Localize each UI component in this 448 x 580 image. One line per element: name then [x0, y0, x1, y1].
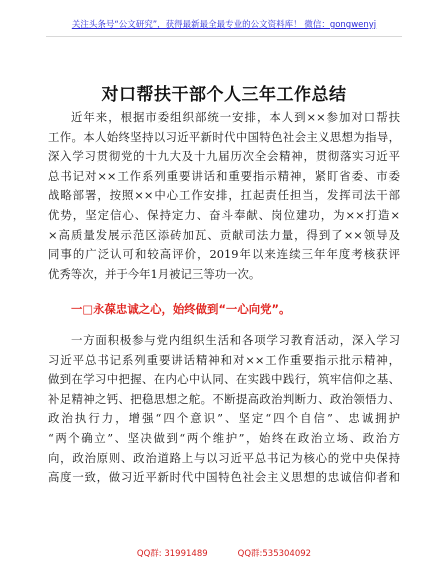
paragraph-line: 工作。本人始终坚持以习近平新时代中国特色社会主义思想为指导，	[48, 129, 400, 144]
section-paragraph	[48, 331, 400, 488]
paragraph-line: 战略部署，按照××中心工作安排，扛起责任担当，发挥司法干部	[48, 188, 400, 203]
paragraph-line: 总书记对××工作系列重要讲话和重要指示精神，紧盯省委、市委	[48, 168, 400, 183]
footer-qq-group-2: QQ群:535304092	[237, 549, 312, 559]
paragraph-line: 近年来，根据市委组织部统一安排，本人到××参加对口帮扶	[71, 110, 400, 124]
paragraph-line: 向，政治原则、政治道路上与以习近平总书记为核心的党中央保持	[48, 450, 400, 465]
paragraph-line: 一方面积极参与党内组织生活和各项学习教育活动，深入学习	[71, 333, 400, 347]
paragraph-line: 高度一致，做习近平新时代中国特色社会主义思想的忠诚信仰者和	[48, 470, 400, 485]
document-title: 对口帮扶干部个人三年工作总结	[101, 85, 347, 105]
paragraph-line: 优势，坚定信心、保持定力、奋斗奉献、岗位建功，为××打造×	[48, 207, 400, 222]
paragraph-line: 习近平总书记系列重要讲话精神和对××工作重要指示批示精神，	[48, 352, 400, 367]
section-heading: 一□永葆忠诚之心，始终做到“一心向党”。	[71, 302, 291, 316]
paragraph-line: 优秀等次，并于今年1月被记三等功一次。	[48, 266, 261, 281]
intro-paragraph	[48, 108, 400, 284]
paragraph-line: 深入学习贯彻党的十九大及十九届历次全会精神，贯彻落实习近平	[48, 149, 400, 164]
top-banner[interactable]	[0, 18, 448, 30]
banner-link[interactable]: 关注头条号“公文研究”，获得最新最全最专业的公文资料库！ 微信：gongwenyj	[71, 20, 377, 30]
paragraph-line: 做到在学习中把握、在内心中认同、在实践中践行，筑牢信仰之基、	[48, 372, 400, 387]
paragraph-line: 政治执行力，增强“四个意识”、坚定“四个自信”、忠诚拥护	[48, 411, 400, 426]
header-divider	[46, 36, 402, 37]
paragraph-line: 补足精神之钙、把稳思想之舵。不断提高政治判断力、政治领悟力、	[48, 391, 400, 406]
paragraph-line: 同事的广泛认可和较高评价，2019年以来连续三年年度考核获评	[48, 247, 400, 262]
footer	[0, 547, 448, 559]
paragraph-line: ×高质量发展示范区添砖加瓦、贡献司法力量，得到了××领导及	[48, 227, 400, 242]
footer-qq-group-1: QQ群: 31991489	[136, 549, 208, 559]
paragraph-line: “两个确立”、坚决做到“两个维护”，始终在政治立场、政治方	[48, 430, 400, 445]
